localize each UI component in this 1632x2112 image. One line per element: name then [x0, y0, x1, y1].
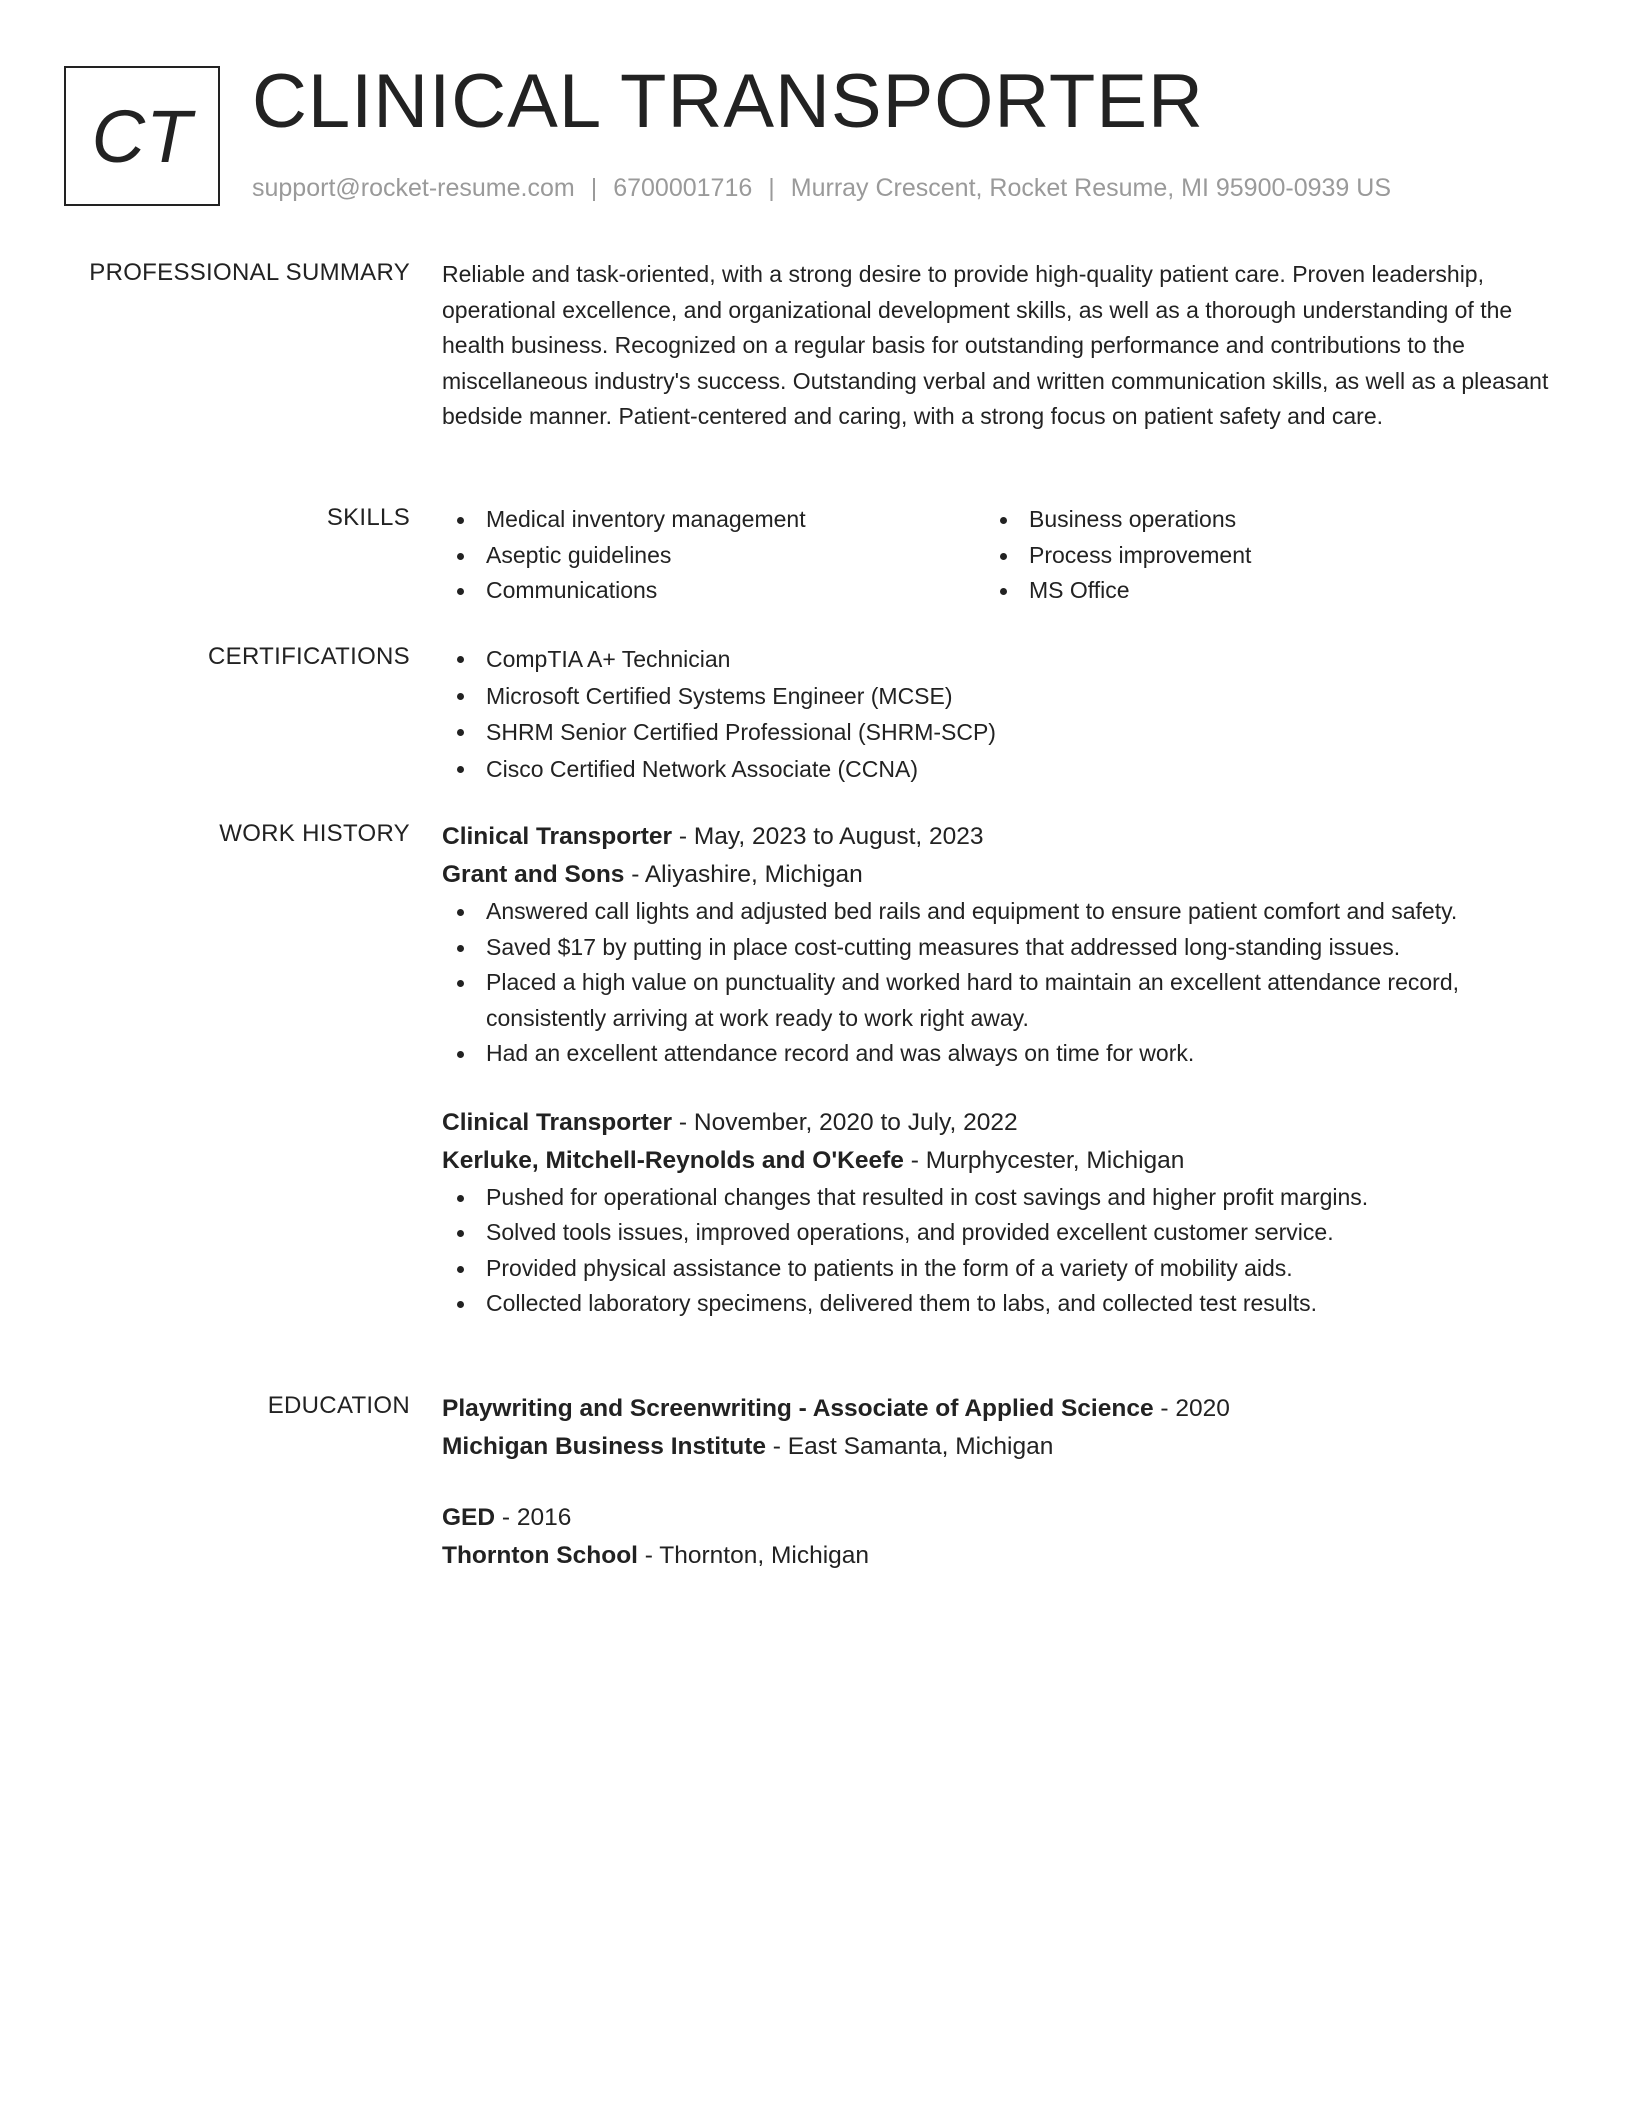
contact-separator: |: [768, 174, 775, 202]
job-title: Clinical Transporter: [442, 1108, 673, 1136]
job-dates: - May, 2023 to August, 2023: [672, 823, 984, 850]
job-duty: Solved tools issues, improved operations, and provided excellent customer service.: [442, 1215, 1552, 1251]
skill-item: Process improvement: [985, 538, 1528, 574]
job-duties-list: [442, 1180, 1552, 1322]
job-duty: Saved $17 by putting in place cost-cutting measures that addressed long-standing issues.: [442, 930, 1552, 966]
education-school: Michigan Business Institute: [442, 1433, 766, 1460]
job-location: - Aliyashire, Michigan: [624, 861, 863, 888]
skill-item: Business operations: [985, 502, 1528, 538]
education-location: - East Samanta, Michigan: [766, 1433, 1054, 1460]
skill-item: MS Office: [985, 573, 1528, 609]
certifications-heading: CERTIFICATIONS: [208, 643, 410, 670]
education-degree-line: [442, 1390, 1552, 1428]
job-duties-list: [442, 894, 1552, 1072]
certification-item: Microsoft Certified Systems Engineer (MCSE): [442, 678, 1552, 715]
skill-item: Communications: [442, 573, 985, 609]
contact-line: [252, 172, 1391, 204]
education-degree: Playwriting and Screenwriting - Associate of Applied Science: [442, 1395, 1154, 1422]
education-year: - 2020: [1153, 1395, 1230, 1422]
monogram-initials: CT: [91, 94, 193, 178]
monogram-box: [64, 66, 220, 206]
job-title-line: [442, 818, 1552, 856]
education-degree: GED: [442, 1504, 496, 1531]
job-duty: Pushed for operational changes that resulted in cost savings and higher profit margins.: [442, 1180, 1552, 1216]
job-employer: Grant and Sons: [442, 861, 625, 888]
job-employer: Kerluke, Mitchell-Reynolds and O'Keefe: [442, 1146, 904, 1174]
skills-column-left: [442, 502, 985, 609]
job-employer-line: [442, 856, 1552, 894]
education-school: Thornton School: [442, 1542, 638, 1569]
contact-phone[interactable]: 6700001716: [613, 174, 753, 202]
summary-text: Reliable and task-oriented, with a strong desire to provide high-quality patient care. Proven leadership, operational excellence, and organizational development skills, as well as a thorough understanding of the health business. Recognized on a regular basis for outstanding performance and contributions to the miscellaneous industry's success. Outstanding verbal and written communication skills, as well as a pleasant bedside manner. Patient-centered and caring, with a strong focus on patient safety and care.: [442, 261, 1549, 429]
education-heading: EDUCATION: [267, 1392, 410, 1419]
education-school-line: [442, 1537, 1552, 1575]
job-duty: Had an excellent attendance record and was always on time for work.: [442, 1036, 1552, 1072]
job-duty: Collected laboratory specimens, delivered them to labs, and collected test results.: [442, 1286, 1552, 1322]
work-history-body: [442, 818, 1552, 1322]
certification-item: CompTIA A+ Technician: [442, 641, 1552, 678]
summary-heading: PROFESSIONAL SUMMARY: [89, 259, 410, 286]
job-employer-line: [442, 1142, 1552, 1180]
education-body: [442, 1390, 1552, 1575]
certifications-body: [442, 641, 1552, 787]
job-duty: Placed a high value on punctuality and worked hard to maintain an excellent attendance record, consistently arriving at work ready to work right away.: [442, 965, 1552, 1036]
job-title: Clinical Transporter: [442, 823, 673, 850]
job-entry: [442, 1104, 1552, 1322]
summary-body: [442, 257, 1552, 435]
candidate-name: CLINICAL TRANSPORTER: [252, 59, 1204, 144]
job-duty: Provided physical assistance to patients in the form of a variety of mobility aids.: [442, 1251, 1552, 1287]
education-entry: [442, 1390, 1552, 1466]
education-location: - Thornton, Michigan: [637, 1542, 870, 1569]
education-degree-line: [442, 1499, 1552, 1537]
certifications-list: [442, 641, 1552, 787]
certification-item: Cisco Certified Network Associate (CCNA): [442, 751, 1552, 788]
job-location: - Murphycester, Michigan: [903, 1146, 1185, 1174]
job-duty: Answered call lights and adjusted bed rails and equipment to ensure patient comfort and safety.: [442, 894, 1552, 930]
skill-item: Medical inventory management: [442, 502, 985, 538]
contact-email[interactable]: support@rocket-resume.com: [252, 174, 575, 202]
job-dates: - November, 2020 to July, 2022: [672, 1108, 1018, 1136]
job-title-line: [442, 1104, 1552, 1142]
education-school-line: [442, 1428, 1552, 1466]
education-year: - 2016: [495, 1504, 572, 1531]
job-entry: [442, 818, 1552, 1072]
contact-address: Murray Crescent, Rocket Resume, MI 95900-0939 US: [790, 174, 1392, 202]
contact-separator: |: [590, 174, 598, 202]
education-entry: [442, 1499, 1552, 1575]
skill-item: Aseptic guidelines: [442, 538, 985, 574]
work-history-heading: WORK HISTORY: [219, 820, 410, 847]
certification-item: SHRM Senior Certified Professional (SHRM-SCP): [442, 714, 1552, 751]
skills-body: [442, 502, 1552, 609]
skills-heading: SKILLS: [326, 504, 410, 531]
skills-column-right: [985, 502, 1528, 609]
